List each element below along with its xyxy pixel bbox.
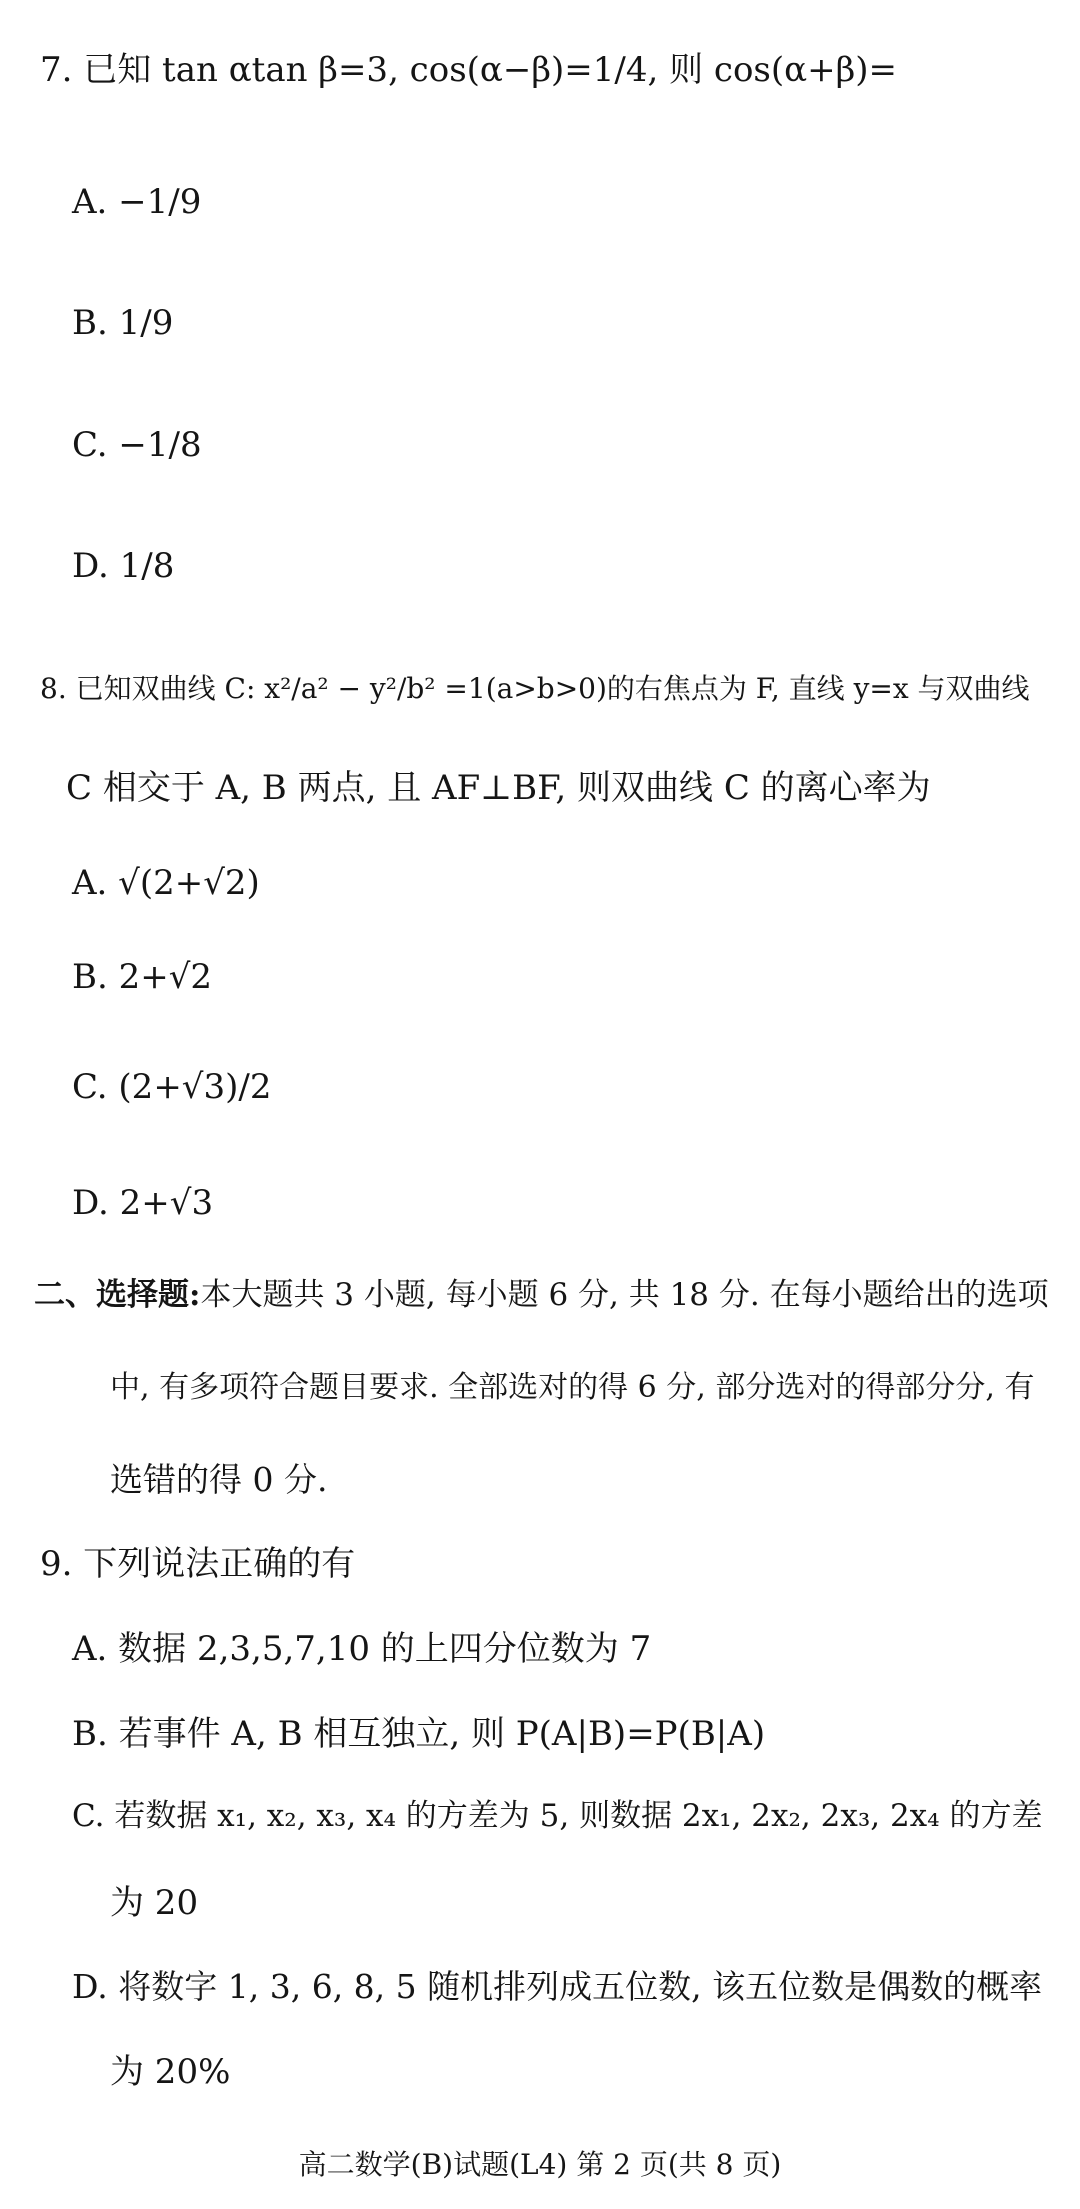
q8-option-a: A. √(2+√2) [72, 863, 260, 903]
q8-option-c: C. (2+√3)/2 [72, 1067, 272, 1107]
q9-option-d: D. 将数字 1, 3, 6, 8, 5 随机排列成五位数, 该五位数是偶数的概率 [72, 1967, 1043, 2006]
q8-stem-line2: C 相交于 A, B 两点, 且 AF⊥BF, 则双曲线 C 的离心率为 [66, 768, 931, 808]
q9-stem: 9. 下列说法正确的有 [40, 1544, 356, 1584]
q8-option-d: D. 2+√3 [72, 1183, 214, 1223]
q8-option-b: B. 2+√2 [72, 957, 213, 997]
section2-line2: 中, 有多项符合题目要求. 全部选对的得 6 分, 部分选对的得部分分, 有 [110, 1370, 1035, 1405]
q9-option-c-cont: 为 20 [110, 1883, 199, 1923]
q7-option-c: C. −1/8 [72, 425, 202, 465]
section2-line3: 选错的得 0 分. [110, 1460, 328, 1499]
q9-option-a: A. 数据 2,3,5,7,10 的上四分位数为 7 [72, 1629, 652, 1669]
page-footer: 高二数学(B)试题(L4) 第 2 页(共 8 页) [298, 2148, 782, 2181]
q9-option-c: C. 若数据 x₁, x₂, x₃, x₄ 的方差为 5, 则数据 2x₁, 2x₂, 2x₃, 2x₄ 的方差 [72, 1798, 1043, 1834]
q8-stem-line1: 8. 已知双曲线 C: x²/a² − y²/b² =1(a>b>0)的右焦点为 F, 直线 y=x 与双曲线 [40, 672, 1030, 705]
q9-option-d-cont: 为 20% [110, 2052, 231, 2092]
section2-line1: 本大题共 3 小题, 每小题 6 分, 共 18 分. 在每小题给出的选项 [200, 1277, 1049, 1313]
q7-option-d: D. 1/8 [72, 546, 175, 586]
q7-option-a: A. −1/9 [72, 182, 202, 222]
q7-option-b: B. 1/9 [72, 303, 174, 343]
section2-heading [34, 1277, 1049, 1314]
section2-title: 二、选择题: [34, 1277, 201, 1313]
q9-option-b: B. 若事件 A, B 相互独立, 则 P(A|B)=P(B|A) [72, 1714, 766, 1754]
q7-stem: 7. 已知 tan αtan β=3, cos(α−β)=1/4, 则 cos(α+β)= [40, 50, 897, 90]
